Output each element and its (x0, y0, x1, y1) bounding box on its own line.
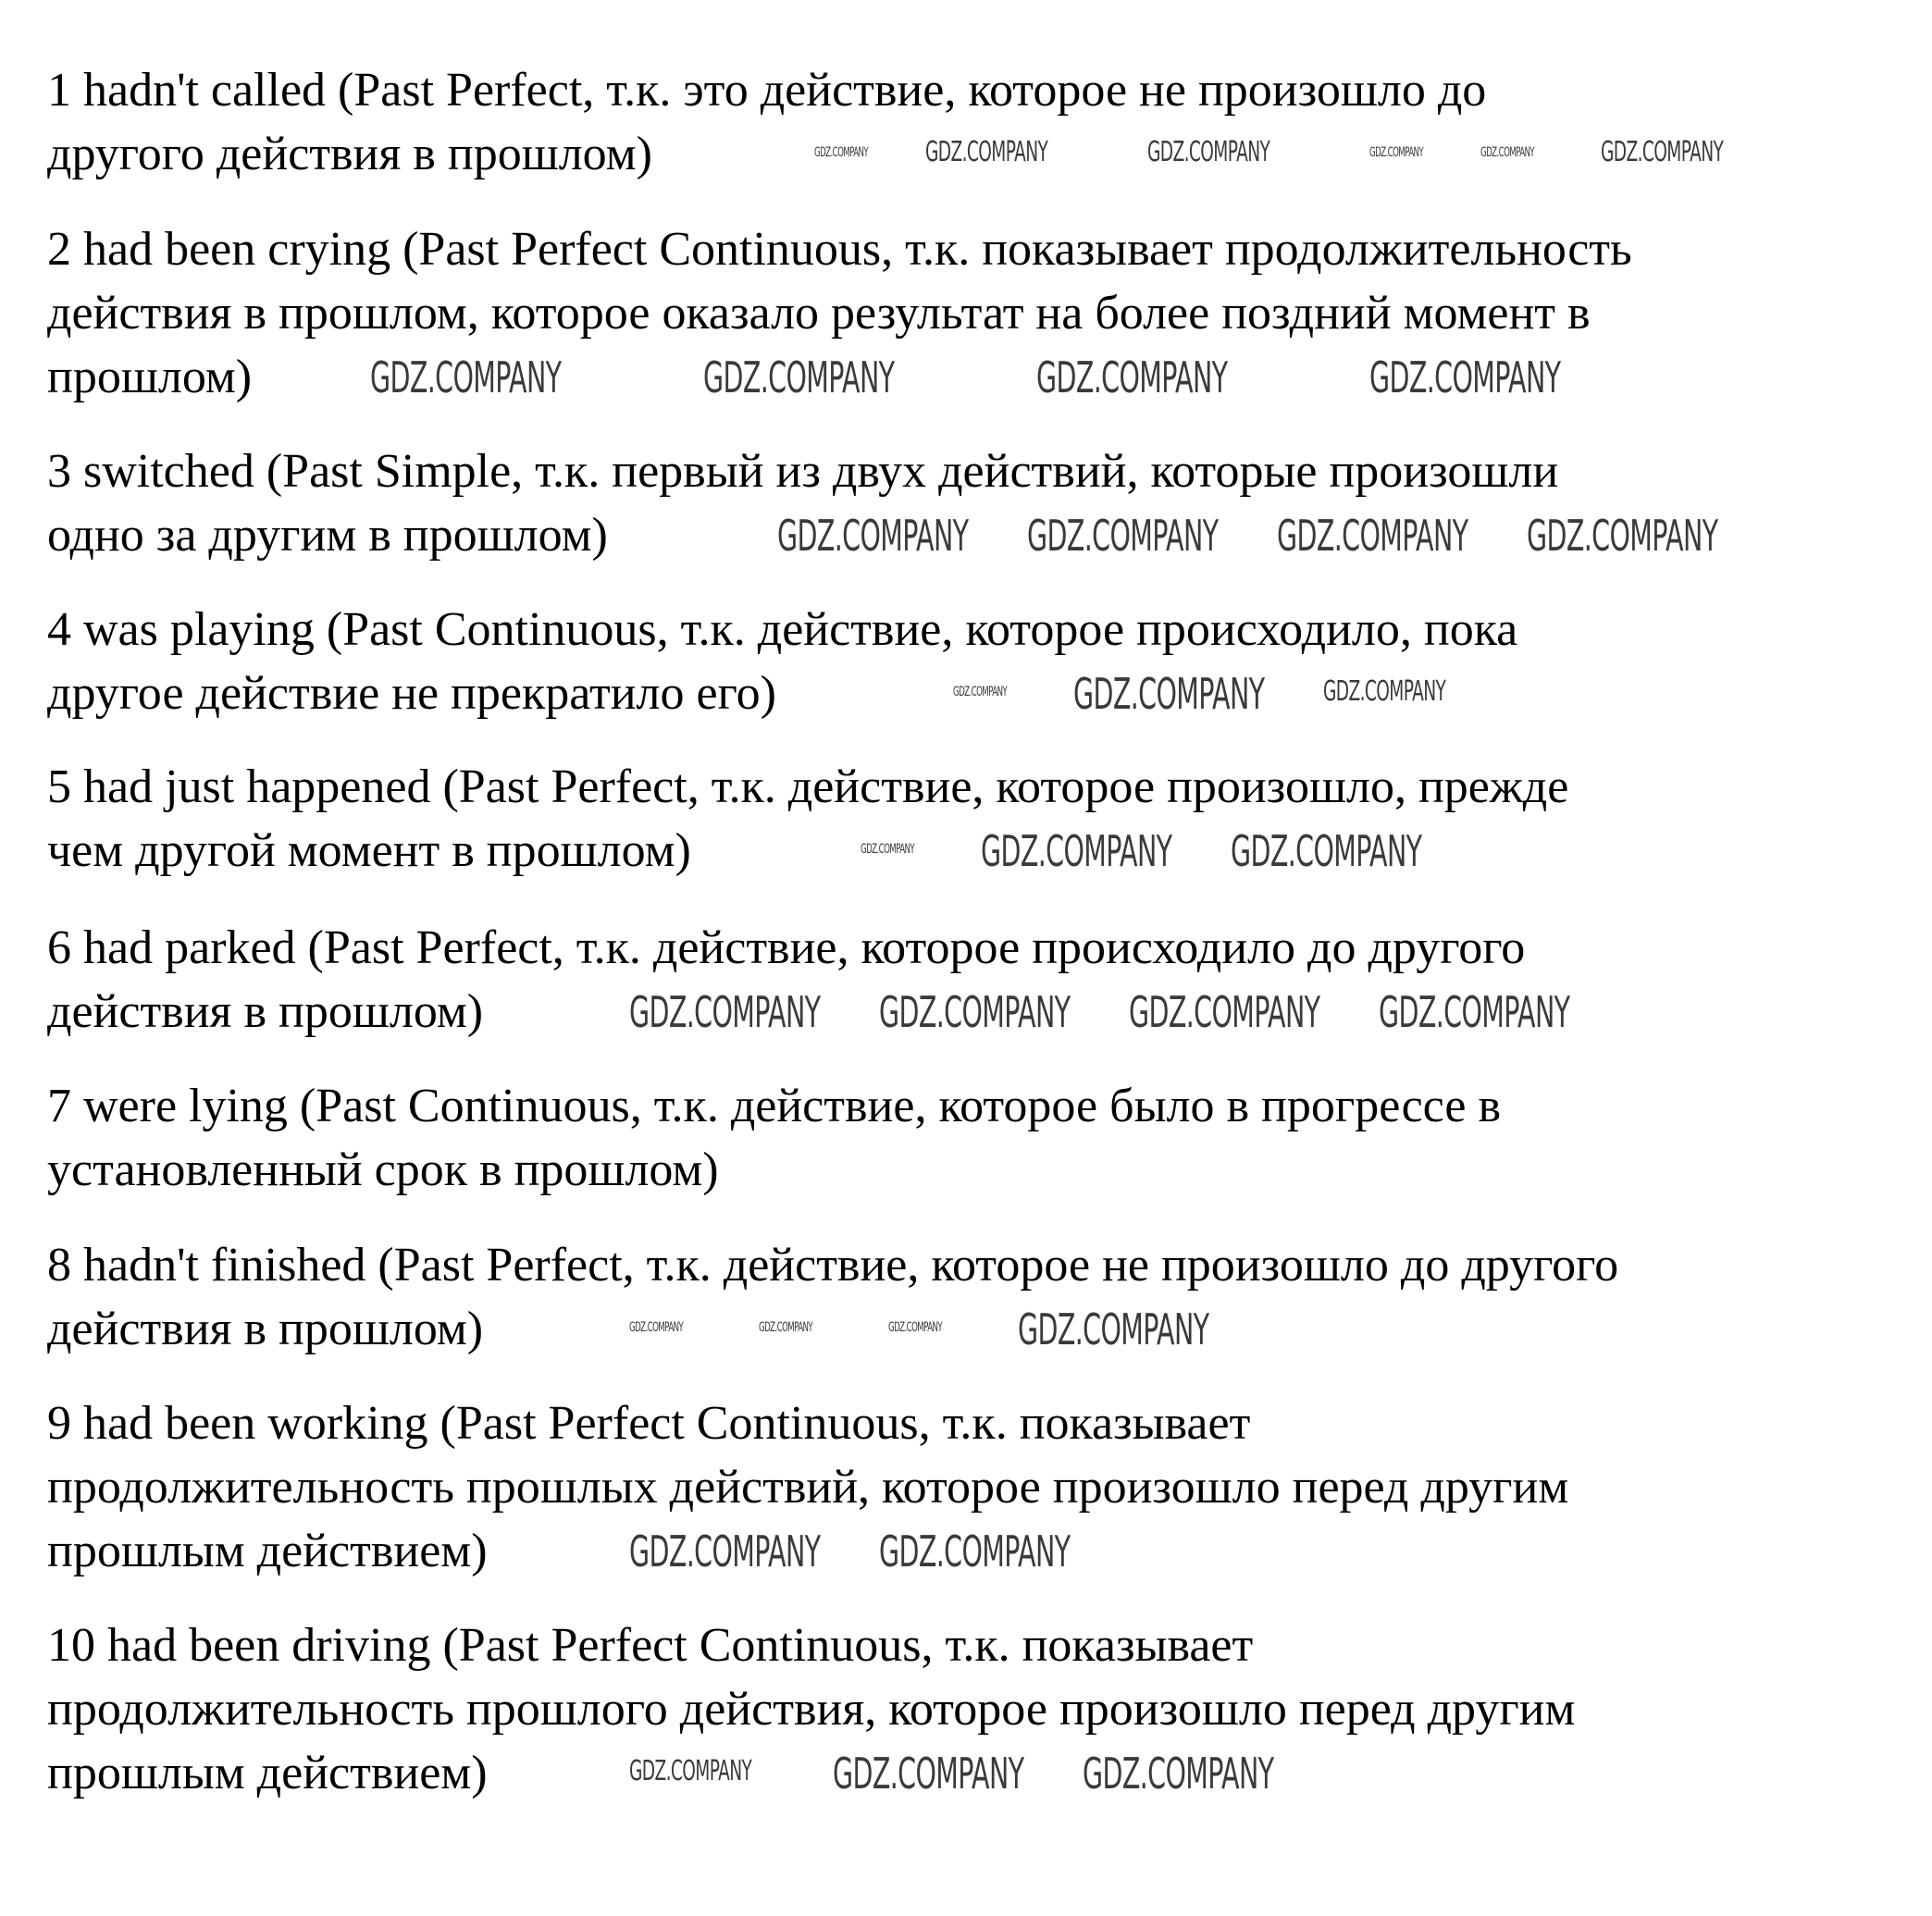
watermark: GDZ.COMPANY (1231, 826, 1422, 876)
watermark: GDZ.COMPANY (1083, 1749, 1274, 1799)
answer-line: чем другой момент в прошлом) (47, 824, 691, 877)
answer-item-10 (47, 1613, 1575, 1805)
watermark: GDZ.COMPANY (703, 352, 895, 402)
watermark: GDZ.COMPANY (953, 685, 1008, 699)
answer-item-7 (47, 1074, 1501, 1202)
answer-line: прошлым действием) (47, 1747, 488, 1799)
answer-line: 8 hadn't finished (Past Perfect, т.к. действие, которое не произошло до другого (47, 1239, 1619, 1292)
answer-line: действия в прошлом) (47, 985, 484, 1038)
watermark: GDZ.COMPANY (1601, 136, 1724, 168)
watermark: GDZ.COMPANY (1129, 987, 1320, 1037)
watermark: GDZ.COMPANY (1369, 352, 1561, 402)
watermark: GDZ.COMPANY (861, 842, 915, 857)
answer-line: 10 had been driving (Past Perfect Continuous, т.к. показывает (47, 1619, 1254, 1672)
watermark: GDZ.COMPANY (1073, 669, 1265, 719)
watermark: GDZ.COMPANY (879, 1527, 1071, 1576)
answer-line: 9 had been working (Past Perfect Continuous, т.к. показывает (47, 1397, 1251, 1450)
answer-item-8 (47, 1233, 1618, 1361)
answer-line: 5 had just happened (Past Perfect, т.к. действие, которое произошло, прежде (47, 760, 1569, 813)
answer-line: 1 hadn't called (Past Perfect, т.к. это действие, которое не произошло до (47, 64, 1487, 117)
answer-line: другого действия в прошлом) (47, 128, 652, 180)
watermark: GDZ.COMPANY (629, 1755, 752, 1787)
watermark: GDZ.COMPANY (879, 987, 1071, 1037)
watermark: GDZ.COMPANY (777, 511, 969, 561)
watermark: GDZ.COMPANY (370, 352, 562, 402)
answer-item-4 (47, 598, 1517, 725)
answer-line: другое действие не прекратило его) (47, 667, 776, 720)
watermark: GDZ.COMPANY (1147, 136, 1270, 168)
watermark: GDZ.COMPANY (981, 826, 1172, 876)
answer-line: действия в прошлом, которое оказало результат на более поздний момент в (47, 287, 1591, 340)
answer-line: 7 were lying (Past Continuous, т.к. действие, которое было в прогрессе в (47, 1080, 1501, 1132)
answer-line: прошлым действием) (47, 1525, 488, 1577)
answer-line: продолжительность прошлых действий, которое произошло перед другим (47, 1461, 1569, 1514)
watermark: GDZ.COMPANY (888, 1320, 943, 1335)
watermark: GDZ.COMPANY (629, 1527, 821, 1576)
watermark: GDZ.COMPANY (759, 1320, 813, 1335)
watermark: GDZ.COMPANY (814, 145, 869, 160)
watermark: GDZ.COMPANY (1277, 511, 1468, 561)
watermark: GDZ.COMPANY (1527, 511, 1718, 561)
watermark: GDZ.COMPANY (629, 1320, 684, 1335)
answer-line: продолжительность прошлого действия, которое произошло перед другим (47, 1683, 1576, 1736)
answer-line: 4 was playing (Past Continuous, т.к. действие, которое происходило, пока (47, 603, 1518, 656)
answer-line: действия в прошлом) (47, 1303, 484, 1355)
answer-line: 2 had been crying (Past Perfect Continuous, т.к. показывает продолжительность (47, 223, 1632, 276)
watermark: GDZ.COMPANY (1027, 511, 1219, 561)
answer-item-1 (47, 58, 1486, 186)
answer-line: 3 switched (Past Simple, т.к. первый из двух действий, которые произошли (47, 445, 1559, 498)
answer-line: 6 had parked (Past Perfect, т.к. действие, которое происходило до другого (47, 921, 1526, 974)
watermark: GDZ.COMPANY (1369, 145, 1424, 160)
answer-line: одно за другим в прошлом) (47, 509, 608, 562)
watermark: GDZ.COMPANY (833, 1749, 1024, 1799)
watermark: GDZ.COMPANY (1480, 145, 1535, 160)
watermark: GDZ.COMPANY (1036, 352, 1228, 402)
watermark: GDZ.COMPANY (1323, 675, 1446, 708)
watermark: GDZ.COMPANY (1379, 987, 1570, 1037)
watermark: GDZ.COMPANY (1018, 1304, 1209, 1354)
answer-line: прошлом) (47, 351, 253, 403)
watermark: GDZ.COMPANY (629, 987, 821, 1037)
answer-line: установленный срок в прошлом) (47, 1143, 719, 1196)
watermark: GDZ.COMPANY (925, 136, 1048, 168)
